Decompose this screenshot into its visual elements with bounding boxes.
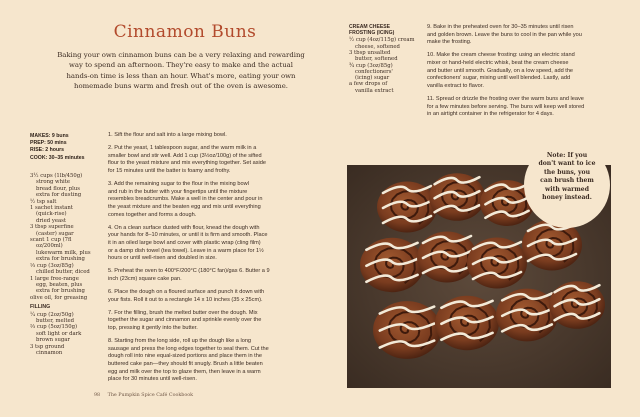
icing-item: 3 tbsp unsalted butter, softened	[349, 50, 398, 63]
serving-note: Note: If you don't want to ice the buns, you can brush them with warmed honey instead.	[524, 142, 610, 228]
meta-rise: RISE: 2 hours	[30, 147, 65, 154]
cinnamon-bun	[435, 296, 499, 350]
ingredient-item: ½ tsp salt	[30, 198, 57, 205]
method-steps-right	[427, 24, 615, 124]
method-step: 11. Spread or drizzle the frosting over the warm buns and leave for a few minutes before serving. The buns will keep well stored in an airtight container in the refrigerator for 4 days.	[427, 95, 585, 118]
method-step: 5. Preheat the oven to 400°F/200°C (180°C fan)/gas 6. Butter a 9 inch (23cm) square cake pan.	[108, 268, 270, 282]
cinnamon-bun	[429, 173, 485, 221]
method-step: 1. Sift the flour and salt into a large mixing bowl.	[108, 132, 227, 138]
ingredient-item: 1 sachet instant (quick-rise) dried yeast	[30, 205, 73, 224]
cinnamon-bun	[496, 289, 558, 342]
ingredients-list	[30, 173, 108, 356]
meta-prep: PREP: 50 mins	[30, 140, 67, 147]
method-step: 2. Put the yeast, 1 tablespoon sugar, and the warm milk in a smaller bowl and stir well. Add 1 cup (3½oz/100g) of the sifted flour to the yeast mixture and mix everything together. Set aside for 15 minutes until the batter is foamy and frothy.	[108, 145, 266, 174]
cinnamon-bun	[377, 182, 437, 233]
intro-line: homemade buns warm and fresh out of the oven is awesome.	[74, 81, 288, 90]
ingredient-item: 3 tbsp superfine (caster) sugar	[30, 224, 74, 237]
method-step: 9. Bake in the preheated oven for 30–35 minutes until risen and golden brown. Leave the buns to cool in the pan while you make the frosting.	[427, 24, 582, 46]
page-number: 98	[94, 393, 101, 398]
cinnamon-bun	[467, 238, 527, 289]
meta-makes: MAKES: 9 buns	[30, 133, 69, 139]
icing-item: ½ cup (4oz/115g) cream cheese, softened	[349, 37, 415, 50]
method-step: 3. Add the remaining sugar to the flour in the mixing bowl and rub in the butter with your fingertips until the mixture resembles breadcrumbs. Make a well in the center and pour in the yeast mixture and the beaten egg and mix until everything comes together and forms a dough.	[108, 181, 263, 218]
filling-heading: FILLING	[30, 304, 51, 311]
recipe-intro	[30, 50, 332, 91]
intro-line: Baking your own cinnamon buns can be a very relaxing and rewarding	[57, 51, 305, 59]
ingredient-item: olive oil, for greasing	[30, 294, 88, 301]
method-step: 4. On a clean surface dusted with flour, knead the dough with your hands for 8–10 minutes, or until it is firm and smooth. Place it in an oiled large bowl and cover with plastic wrap (cling film) or a damp dish towel (tea towel). Leave in a warm place for 1½ hours or until well-risen and doubled in size.	[108, 224, 268, 262]
ingredient-item: 3½ cups (1lb/450g) strong white bread flour, plus extra for dusting	[30, 173, 83, 199]
ingredient-item: scant 1 cup (7fl oz/200ml) lukewarm milk, plus extra for brushing	[30, 237, 91, 263]
filling-item: ¼ cup (2oz/50g) butter, melted	[30, 311, 75, 324]
method-step: 6. Place the dough on a floured surface and punch it down with your fists. Roll it out to a rectangle 14 x 10 inches (35 x 25cm).	[108, 289, 265, 303]
page-footer	[94, 393, 193, 398]
icing-item: ¾ cup (3oz/85g) confectioners' (icing) sugar	[349, 62, 393, 82]
icing-list	[349, 37, 421, 94]
recipe-meta	[30, 133, 108, 162]
cinnamon-bun	[360, 238, 424, 292]
filling-item: 3 tsp ground cinnamon	[30, 343, 65, 356]
meta-cook: COOK: 30–35 minutes	[30, 154, 85, 161]
cinnamon-bun	[373, 301, 441, 359]
intro-line: way to spend an afternoon. They're easy to make and the actual	[69, 61, 293, 70]
intro-line: hands-on time is less than an hour. What's more, eating your own	[66, 71, 296, 80]
icing-item: a few drops of vanilla extract	[349, 81, 394, 94]
ingredient-item: ⅓ cup (3oz/85g) chilled butter, diced	[30, 262, 90, 276]
icing-heading: CREAM CHEESE FROSTING (ICING)	[349, 24, 395, 37]
method-step: 10. Make the cream cheese frosting: using an electric stand mixer or hand-held electric whisk, beat the cream cheese and butter until smooth. Gradually, on a low speed, add the confectioners' sugar, mixing until well blended. Lastly, add vanilla extract to flavor.	[427, 52, 575, 89]
cinnamon-bun	[549, 281, 605, 329]
method-steps-left	[108, 132, 328, 389]
book-title: The Pumpkin Spice Café Cookbook	[107, 393, 194, 398]
filling-item: ⅔ cup (5oz/150g) soft light or dark brown sugar	[30, 324, 82, 344]
icing-ingredients	[349, 24, 421, 94]
method-step: 7. For the filling, brush the melted butter over the dough. Mix together the sugar and cinnamon and sprinkle evenly over the top, pressing it gently into the butter.	[108, 309, 262, 332]
recipe-title: Cinnamon Buns	[113, 22, 257, 42]
method-step: 8. Starting from the long side, roll up the dough like a long sausage and press the long edges together to seal them. Cut the dough roll into nine equal-sized portions and place them in the buttered cake pan—they should fit snugly. Brush a little beaten egg and milk over the top to glaze them, then leave in a warm place for 30 minutes until well-risen.	[108, 338, 269, 383]
ingredient-item: 1 large free-range egg, beaten, plus extra for brushing	[30, 275, 85, 295]
